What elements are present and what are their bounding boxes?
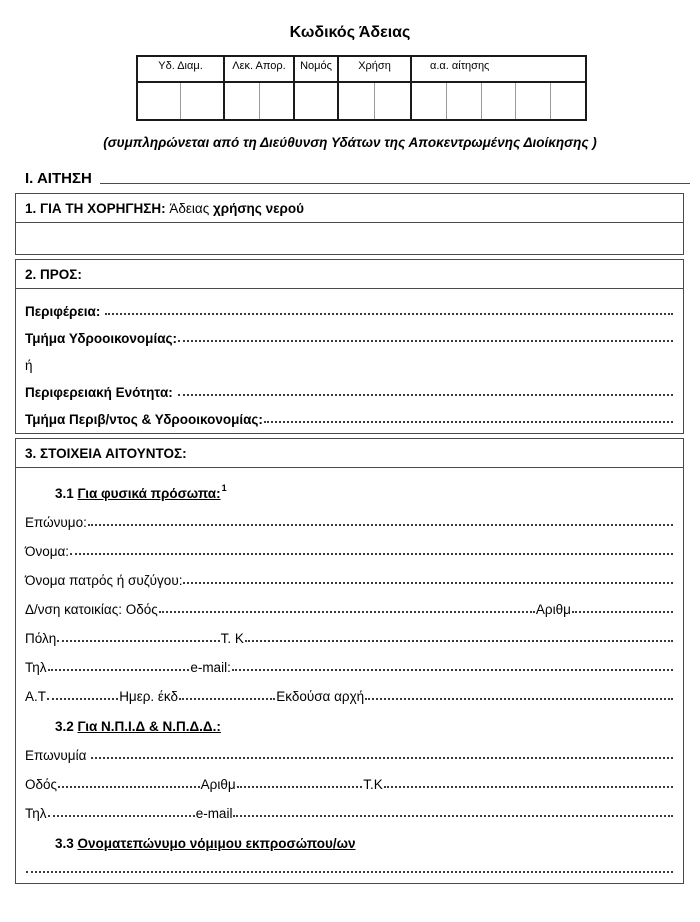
permit-code-table	[136, 55, 587, 121]
field-label: Οδός	[25, 777, 58, 792]
fill-in-leader[interactable]	[237, 785, 363, 788]
section-header-text: 3. ΣΤΟΙΧΕΙΑ ΑΙΤΟΥΝΤΟΣ:	[25, 446, 187, 461]
code-column-label: Νομός	[300, 60, 332, 72]
code-column-header	[138, 57, 225, 81]
subsection-row	[25, 704, 674, 734]
code-cell[interactable]	[412, 83, 447, 119]
subsection-row	[25, 471, 674, 501]
field-row	[25, 792, 674, 821]
subsection-title: Για Ν.Π.Ι.Δ & Ν.Π.Δ.Δ.:	[77, 719, 221, 734]
field-label: Περιφέρεια:	[25, 304, 105, 319]
field-row	[25, 373, 674, 400]
code-column-cells	[339, 83, 412, 119]
fill-in-leader[interactable]	[384, 785, 673, 788]
code-column-header	[225, 57, 295, 81]
code-cell[interactable]	[447, 83, 482, 119]
section-header-text: χρήσης νερού	[212, 201, 304, 216]
code-cell[interactable]	[516, 83, 551, 119]
fill-in-leader[interactable]	[572, 610, 673, 613]
fill-in-leader[interactable]	[58, 785, 200, 788]
code-cell[interactable]	[339, 83, 375, 119]
field-label: Εκδούσα αρχή	[276, 689, 365, 704]
section-2-to-body	[16, 289, 683, 433]
section-header-text: 2. ΠΡΟΣ:	[25, 267, 82, 282]
subsection-title: Για φυσικά πρόσωπα:	[77, 486, 221, 501]
code-cell[interactable]	[225, 83, 260, 119]
code-column-cells	[225, 83, 295, 119]
field-label: Τηλ	[25, 660, 47, 675]
fill-in-leader[interactable]	[26, 870, 673, 873]
field-label: e-mail:	[190, 660, 231, 675]
field-label: Ημερ. έκδ	[119, 689, 179, 704]
code-cell[interactable]	[482, 83, 517, 119]
code-column-label: Υδ. Διαμ.	[158, 60, 203, 72]
section-1-grant	[15, 193, 684, 255]
field-row	[25, 646, 674, 675]
field-row	[25, 617, 674, 646]
fill-in-leader[interactable]	[70, 552, 673, 555]
field-row	[25, 675, 674, 704]
subsection-number: 3.1	[55, 486, 78, 501]
field-label: Όνομα πατρός ή συζύγου:	[25, 573, 183, 588]
section-2-to	[15, 259, 684, 434]
fill-in-leader[interactable]	[88, 523, 673, 526]
field-row	[25, 501, 674, 530]
field-label: e-mail	[195, 806, 233, 821]
field-label: Τ. Κ	[220, 631, 244, 646]
part-heading	[25, 170, 690, 187]
field-label: Περιφερειακή Ενότητα:	[25, 385, 177, 400]
filled-by-authority-note: (συμπληρώνεται από τη Διεύθυνση Υδάτων της Αποκεντρωμένης Διοίκησης )	[103, 135, 597, 150]
part-heading-label: Ι. ΑΙΤΗΣΗ	[25, 170, 92, 187]
subsection-number: 3.2	[55, 719, 78, 734]
blank-row[interactable]	[16, 223, 683, 254]
permit-code-table-header-row	[138, 57, 585, 83]
code-cell[interactable]	[181, 83, 223, 119]
fill-in-leader[interactable]	[183, 581, 673, 584]
field-row	[25, 292, 674, 319]
field-row	[25, 319, 674, 346]
field-label: Τμήμα Υδροοικονομίας:	[25, 331, 178, 346]
code-column-label: Χρήση	[358, 60, 391, 72]
field-label: Πόλη	[25, 631, 57, 646]
fill-in-leader[interactable]	[245, 639, 673, 642]
field-label: Όνομα:	[25, 544, 70, 559]
field-row	[25, 346, 674, 373]
field-label: Αριθμ	[535, 602, 571, 617]
subsection-number: 3.3	[55, 836, 78, 851]
heading-rule	[100, 183, 690, 184]
field-label: Α.Τ	[25, 689, 47, 704]
field-label: Επώνυμο:	[25, 515, 87, 530]
section-header-text: Άδειας	[169, 201, 213, 216]
fill-in-leader[interactable]	[232, 668, 673, 671]
code-column-header	[412, 57, 585, 81]
field-label: Δ/νση κατοικίας: Οδός	[25, 602, 158, 617]
code-column-label: Λεκ. Απορ.	[232, 60, 286, 72]
field-label: Επωνυμία	[25, 748, 91, 763]
section-3-applicant	[15, 438, 684, 884]
fill-in-leader[interactable]	[48, 668, 190, 671]
code-column-header	[339, 57, 412, 81]
fill-in-leader[interactable]	[365, 697, 673, 700]
field-label: Τμήμα Περιβ/ντος & Υδροοικονομίας:	[25, 412, 263, 427]
section-3-applicant-body	[16, 468, 683, 883]
footnote-ref: 1	[221, 483, 227, 493]
permit-code-table-cells-row	[138, 83, 585, 119]
field-row	[25, 400, 674, 427]
field-label: Τηλ	[25, 806, 47, 821]
code-column-cells	[295, 83, 339, 119]
field-row	[25, 851, 674, 877]
field-label: Αριθμ	[200, 777, 236, 792]
section-3-applicant-header	[16, 439, 683, 468]
fill-in-leader[interactable]	[105, 312, 673, 315]
section-header-text: 1. ΓΙΑ ΤΗ ΧΟΡΗΓΗΣΗ:	[25, 201, 170, 216]
code-column-header	[295, 57, 339, 81]
field-row	[25, 734, 674, 763]
field-label: ή	[25, 358, 33, 373]
fill-in-leader[interactable]	[264, 420, 673, 423]
page-root	[0, 24, 700, 922]
code-cell[interactable]	[295, 83, 337, 119]
permit-code-title: Κωδικός Άδειας	[289, 24, 411, 41]
fill-in-leader[interactable]	[48, 814, 195, 817]
fill-in-leader[interactable]	[179, 697, 275, 700]
subsection-title: Ονοματεπώνυμο νόμιμου εκπροσώπου/ων	[77, 836, 356, 851]
field-row	[25, 530, 674, 559]
code-cell[interactable]	[375, 83, 410, 119]
field-row	[25, 588, 674, 617]
code-column-cells	[138, 83, 225, 119]
fill-in-leader[interactable]	[47, 697, 118, 700]
fill-in-leader[interactable]	[57, 639, 219, 642]
fill-in-leader[interactable]	[178, 393, 673, 396]
field-label: Τ.Κ	[363, 777, 383, 792]
section-2-to-header	[16, 260, 683, 289]
fill-in-leader[interactable]	[91, 756, 673, 759]
field-row	[25, 559, 674, 588]
section-1-grant-header	[16, 194, 683, 223]
code-cell[interactable]	[260, 83, 294, 119]
form-sections	[15, 193, 684, 884]
field-row	[25, 763, 674, 792]
code-cell[interactable]	[138, 83, 181, 119]
section-1-grant-body	[16, 223, 683, 254]
fill-in-leader[interactable]	[233, 814, 673, 817]
fill-in-leader[interactable]	[178, 339, 673, 342]
fill-in-leader[interactable]	[159, 610, 535, 613]
subsection-row	[25, 821, 674, 851]
code-cell[interactable]	[551, 83, 585, 119]
code-column-cells	[412, 83, 585, 119]
code-column-label: α.α. αίτησης	[430, 60, 490, 72]
